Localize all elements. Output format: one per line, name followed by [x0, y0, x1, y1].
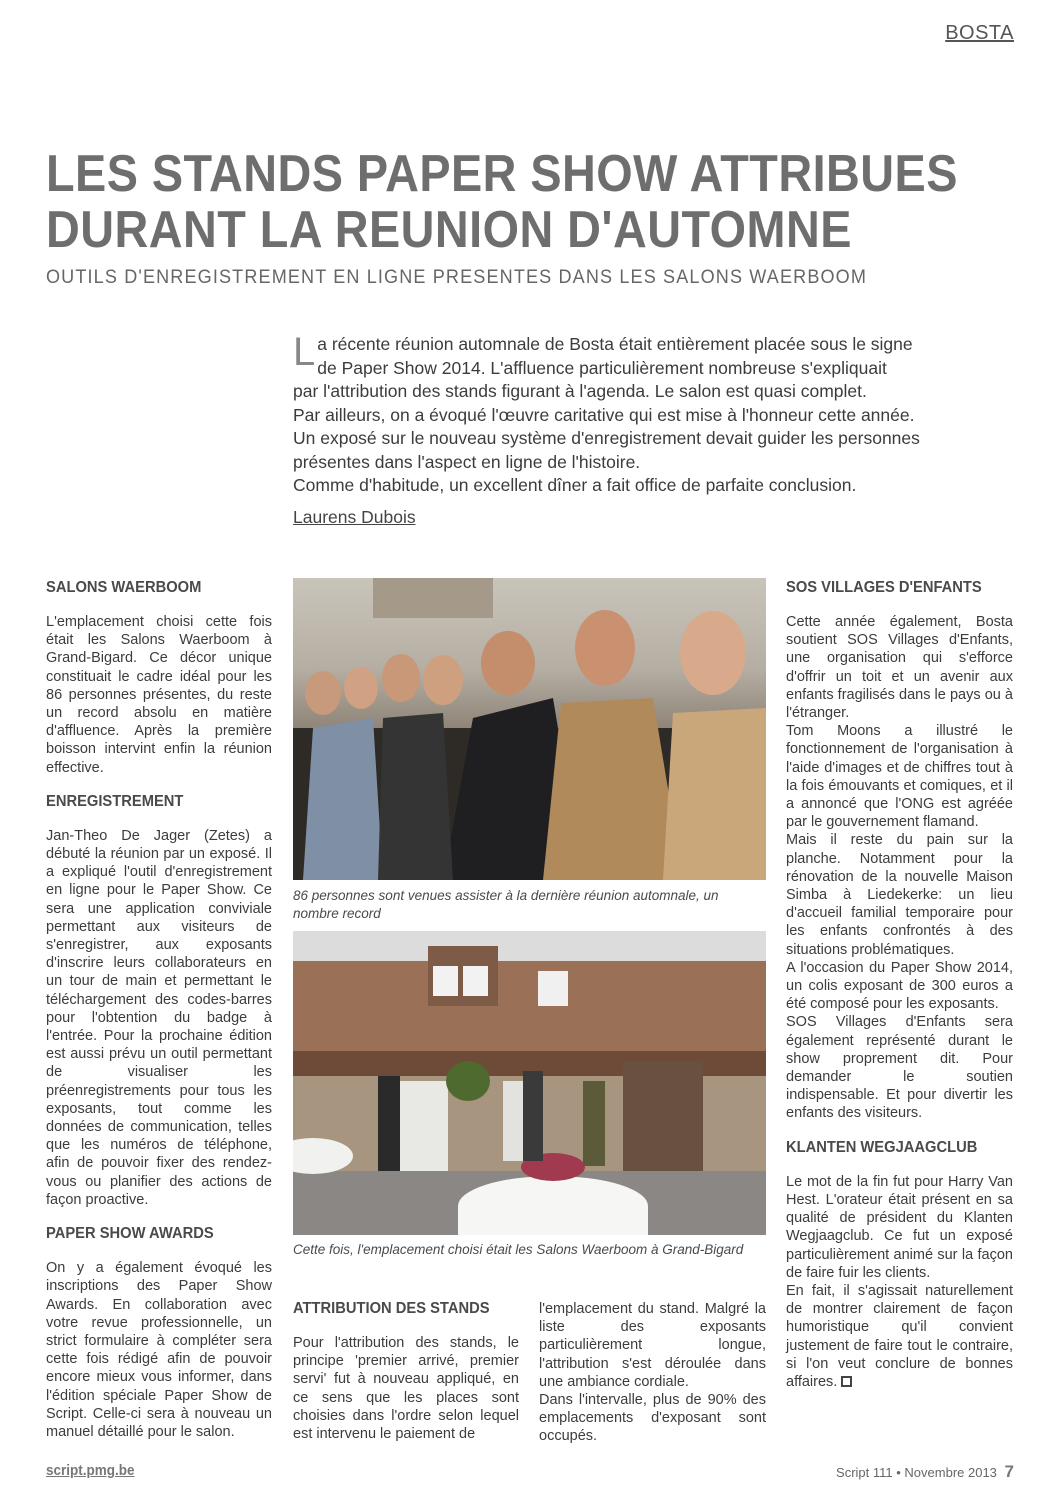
klanten-text-2-body: En fait, il s'agissait naturellement de montrer clairement de façon humoristique qu'il convient justement de faire tout le contraire, si l'on veut conclure de bonnes affaires. — [786, 1282, 1013, 1390]
heading-sos-villages: SOS VILLAGES D'ENFANTS — [786, 579, 982, 596]
venue-photo — [293, 931, 766, 1235]
article-subtitle: OUTILS D'ENREGISTREMENT EN LIGNE PRESENTES DANS LES SALONS WAERBOOM — [46, 267, 868, 288]
intro-line: Comme d'habitude, un excellent dîner a fait office de parfaite conclusion. — [293, 475, 857, 495]
intro-line: de Paper Show 2014. L'affluence particulièrement nombreuse s'expliquait — [317, 357, 887, 378]
attribution-text-3: Dans l'intervalle, plus de 90% des emplacements d'exposant sont occupés. — [539, 1392, 766, 1445]
page-number: 7 — [1004, 1462, 1014, 1481]
intro-line: a récente réunion automnale de Bosta était entièrement placée sous le signe — [317, 334, 913, 354]
heading-paper-show-awards: PAPER SHOW AWARDS — [46, 1225, 214, 1243]
audience-photo — [293, 578, 766, 880]
section-tag[interactable]: BOSTA — [945, 22, 1014, 44]
middle-column-2 — [539, 1300, 766, 1446]
klanten-text-1: Le mot de la fin fut pour Harry Van Hest. L'orateur était présent en sa qualité de président du Klanten Wegjaagclub. Ce fut un exposé particulièrement animé sur la façon de faire fuir les clients. — [786, 1173, 1013, 1281]
middle-column-1 — [293, 1300, 519, 1443]
attribution-text-2: l'emplacement du stand. Malgré la liste des exposants particulièrement longue, l'attribution s'est déroulée dans une ambiance cordiale. — [539, 1301, 766, 1390]
heading-salons-waerboom: SALONS WAERBOOM — [46, 579, 202, 596]
heading-attribution-des-stands: ATTRIBUTION DES STANDS — [293, 1300, 490, 1317]
drop-cap: L — [293, 330, 316, 374]
right-column — [786, 579, 1013, 1391]
intro-line: par l'attribution des stands figurant à l'agenda. Le salon est quasi complet. — [293, 381, 867, 401]
title-line-1: LES STANDS PAPER SHOW ATTRIBUES — [46, 145, 958, 203]
intro-line: présentes dans l'aspect en ligne de l'histoire. — [293, 451, 641, 472]
intro-line: Par ailleurs, on a évoqué l'œuvre caritative qui est mise à l'honneur cette année. — [293, 404, 915, 425]
footer-issue-info — [836, 1462, 1014, 1482]
photo-caption-2: Cette fois, l'emplacement choisi était les Salons Waerboom à Grand-Bigard — [293, 1242, 744, 1257]
sos-text-3: Mais il reste du pain sur la planche. Notamment pour la rénovation de la nouvelle Maison Simba à Liedekerke: un lieu d'accueil familial temporaire pour les enfants confrontés à des situations problématiques. — [786, 832, 1013, 958]
sos-text-5: SOS Villages d'Enfants sera également représenté durant le show proprement dit. Pour demander le soutien indispensable. Et pour divertir les enfants des visiteurs. — [786, 1014, 1013, 1122]
website-link[interactable]: script.pmg.be — [46, 1462, 135, 1479]
article-title — [46, 145, 958, 259]
klanten-text-2 — [786, 1282, 1013, 1391]
photo-caption-1: 86 personnes sont venues assister à la dernière réunion automnale, un nombre record — [293, 888, 719, 921]
title-line-2: DURANT LA REUNION D'AUTOMNE — [46, 201, 852, 259]
sos-text-1: Cette année également, Bosta soutient SOS Villages d'Enfants, une organisation qui s'efforce d'offrir un toit et un avenir aux enfants fragilisés dans le pays ou à l'étranger. — [786, 614, 1013, 722]
left-column — [46, 579, 272, 1441]
author-link[interactable]: Laurens Dubois — [293, 507, 416, 527]
end-of-article-icon — [841, 1376, 852, 1387]
sos-text-2: Tom Moons a illustré le fonctionnement de l'organisation à l'aide d'images et de chiffres tout à la fois émouvants et comiques, et il a annoncé que l'ONG est agréée par le gouvernement flamand. — [786, 723, 1013, 831]
enregistrement-text: Jan-Theo De Jager (Zetes) a débuté la réunion par un exposé. Il a expliqué l'outil d'enregistrement en ligne pour le Paper Show. Ce sera une application conviviale permettant aux visiteurs de s'enregistrer, aux exposants d'inscrire leurs collaborateurs en un tour de main et permettant le téléchargement des codes-barres pour l'obtention du badge à l'entrée. Pour la prochaine édition est aussi prévu un outil permettant de visualiser les préenregistrements pour tous les exposants, tout comme les données de communication, telles que les numéros de téléphone, afin de pouvoir fixer des rendez-vous ou planifier des actions de façon proactive. — [46, 827, 272, 1208]
issue-label: Script 111 • Novembre 2013 — [836, 1465, 997, 1480]
venue-illustration — [293, 931, 766, 1235]
salons-text: L'emplacement choisi cette fois était les Salons Waerboom à Grand-Bigard. Ce décor unique constituait le cadre idéal pour les 86 personnes présentes, du reste un record absolu en matière d'affluence. Après la première boisson intervint enfin la réunion effective. — [46, 614, 272, 776]
attribution-text-1: Pour l'attribution des stands, le principe 'premier arrivé, premier servi' fut à nouveau appliqué, en ce sens que les places sont choisies dans l'ordre selon lequel est intervenu le paiement de — [293, 1335, 519, 1443]
awards-text: On y a également évoqué les inscriptions des Paper Show Awards. En collaboration avec votre revue professionnelle, un strict formulaire à compléter sera cette fois rédigé afin de pouvoir encore mieux vous informer, dans l'édition spéciale Paper Show de Script. Celle-ci sera à nouveau un manuel détaillé pour le salon. — [46, 1260, 272, 1440]
intro-paragraph — [293, 330, 943, 498]
intro-line: Un exposé sur le nouveau système d'enregistrement devait guider les personnes — [293, 428, 920, 448]
audience-illustration — [293, 578, 766, 880]
heading-klanten-wegjaagclub: KLANTEN WEGJAAGCLUB — [786, 1138, 978, 1156]
heading-enregistrement: ENREGISTREMENT — [46, 792, 184, 810]
sos-text-4: A l'occasion du Paper Show 2014, un colis exposant de 300 euros a été composé pour les exposants. — [786, 959, 1013, 1013]
